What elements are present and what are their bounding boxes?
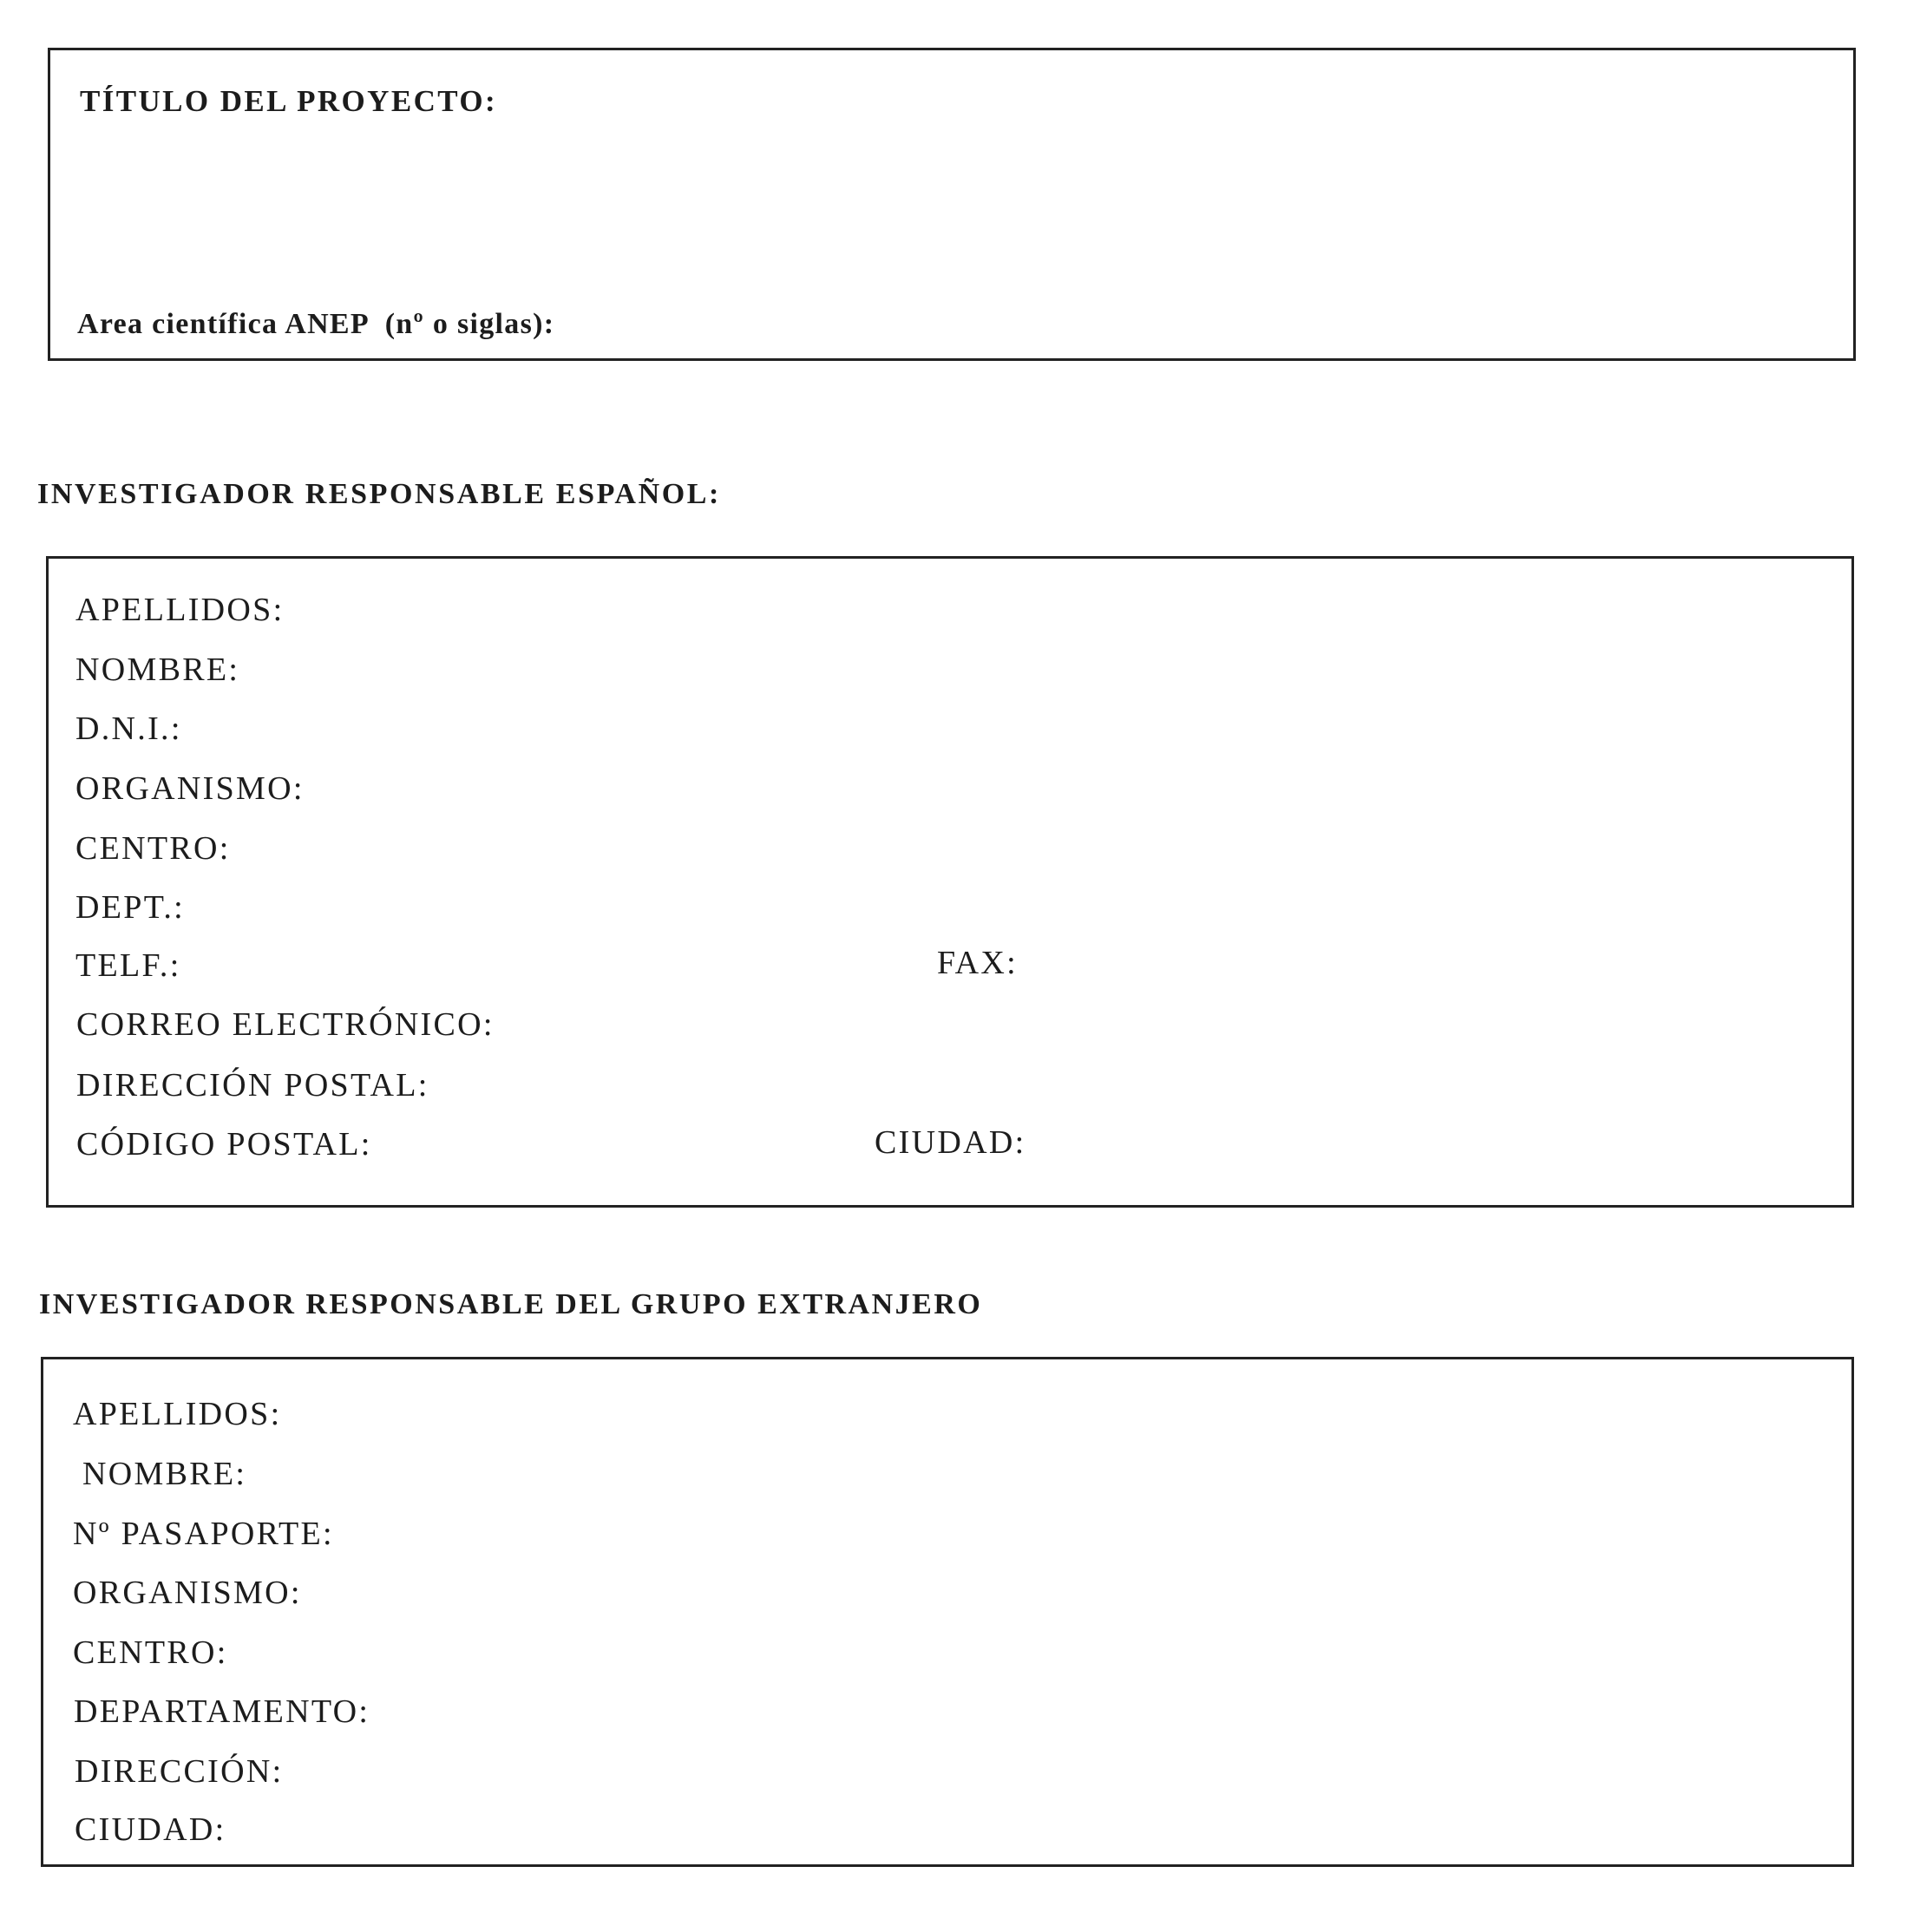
es-dept-field[interactable] xyxy=(208,887,1831,926)
es-apellidos-field[interactable] xyxy=(304,590,1831,628)
spanish-researcher-heading: INVESTIGADOR RESPONSABLE ESPAÑOL: xyxy=(37,478,721,510)
ex-organismo-label: ORGANISMO: xyxy=(73,1575,302,1611)
ex-nombre-field[interactable] xyxy=(278,1454,1831,1492)
ex-centro-field[interactable] xyxy=(252,1633,1831,1671)
es-centro-field[interactable] xyxy=(252,828,1831,867)
es-fax-field[interactable] xyxy=(1032,943,1831,981)
es-telf-field[interactable] xyxy=(200,946,911,984)
es-correo-field[interactable] xyxy=(521,1005,1831,1043)
es-ciudad-field[interactable] xyxy=(1041,1123,1831,1161)
foreign-researcher-box xyxy=(41,1357,1854,1867)
es-direccion-field[interactable] xyxy=(460,1065,1831,1104)
foreign-researcher-heading: INVESTIGADOR RESPONSABLE DEL GRUPO EXTRANJERO xyxy=(39,1288,983,1320)
ex-centro-label: CENTRO: xyxy=(73,1634,228,1671)
es-organismo-label: ORGANISMO: xyxy=(75,770,305,807)
ex-apellidos-label: APELLIDOS: xyxy=(73,1396,282,1432)
es-correo-label: CORREO ELECTRÓNICO: xyxy=(76,1006,495,1043)
es-dept-label: DEPT.: xyxy=(75,889,186,926)
ex-organismo-field[interactable] xyxy=(330,1573,1831,1611)
ex-ciudad-label: CIUDAD: xyxy=(75,1811,226,1848)
es-codigo-postal-field[interactable] xyxy=(399,1124,850,1162)
es-telf-label: TELF.: xyxy=(75,947,181,984)
ex-apellidos-field[interactable] xyxy=(304,1394,1831,1432)
es-codigo-postal-label: CÓDIGO POSTAL: xyxy=(76,1126,372,1162)
ex-ciudad-field[interactable] xyxy=(252,1810,1831,1848)
es-nombre-label: NOMBRE: xyxy=(75,652,240,688)
anep-area-field[interactable] xyxy=(599,304,1831,342)
ex-nombre-label: NOMBRE: xyxy=(82,1456,247,1492)
anep-area-label: Area científica ANEP (nº o siglas): xyxy=(77,308,555,340)
es-nombre-field[interactable] xyxy=(269,650,1831,688)
ex-pasaporte-label: Nº PASAPORTE: xyxy=(73,1516,334,1552)
ex-departamento-label: DEPARTAMENTO: xyxy=(74,1693,370,1730)
ex-direccion-label: DIRECCIÓN: xyxy=(75,1753,284,1790)
project-title-field[interactable] xyxy=(80,121,1832,286)
project-title-label: TÍTULO DEL PROYECTO: xyxy=(80,84,498,118)
ex-direccion-field[interactable] xyxy=(304,1752,1831,1790)
es-fax-label: FAX: xyxy=(937,945,1018,981)
es-dni-label: D.N.I.: xyxy=(75,711,182,747)
es-direccion-label: DIRECCIÓN POSTAL: xyxy=(76,1067,429,1104)
ex-pasaporte-field[interactable] xyxy=(356,1514,1831,1552)
es-apellidos-label: APELLIDOS: xyxy=(75,592,285,628)
es-centro-label: CENTRO: xyxy=(75,830,231,867)
ex-departamento-field[interactable] xyxy=(408,1692,1831,1730)
es-ciudad-label: CIUDAD: xyxy=(875,1124,1026,1161)
es-dni-field[interactable] xyxy=(200,709,1831,747)
es-organismo-field[interactable] xyxy=(330,769,1831,807)
